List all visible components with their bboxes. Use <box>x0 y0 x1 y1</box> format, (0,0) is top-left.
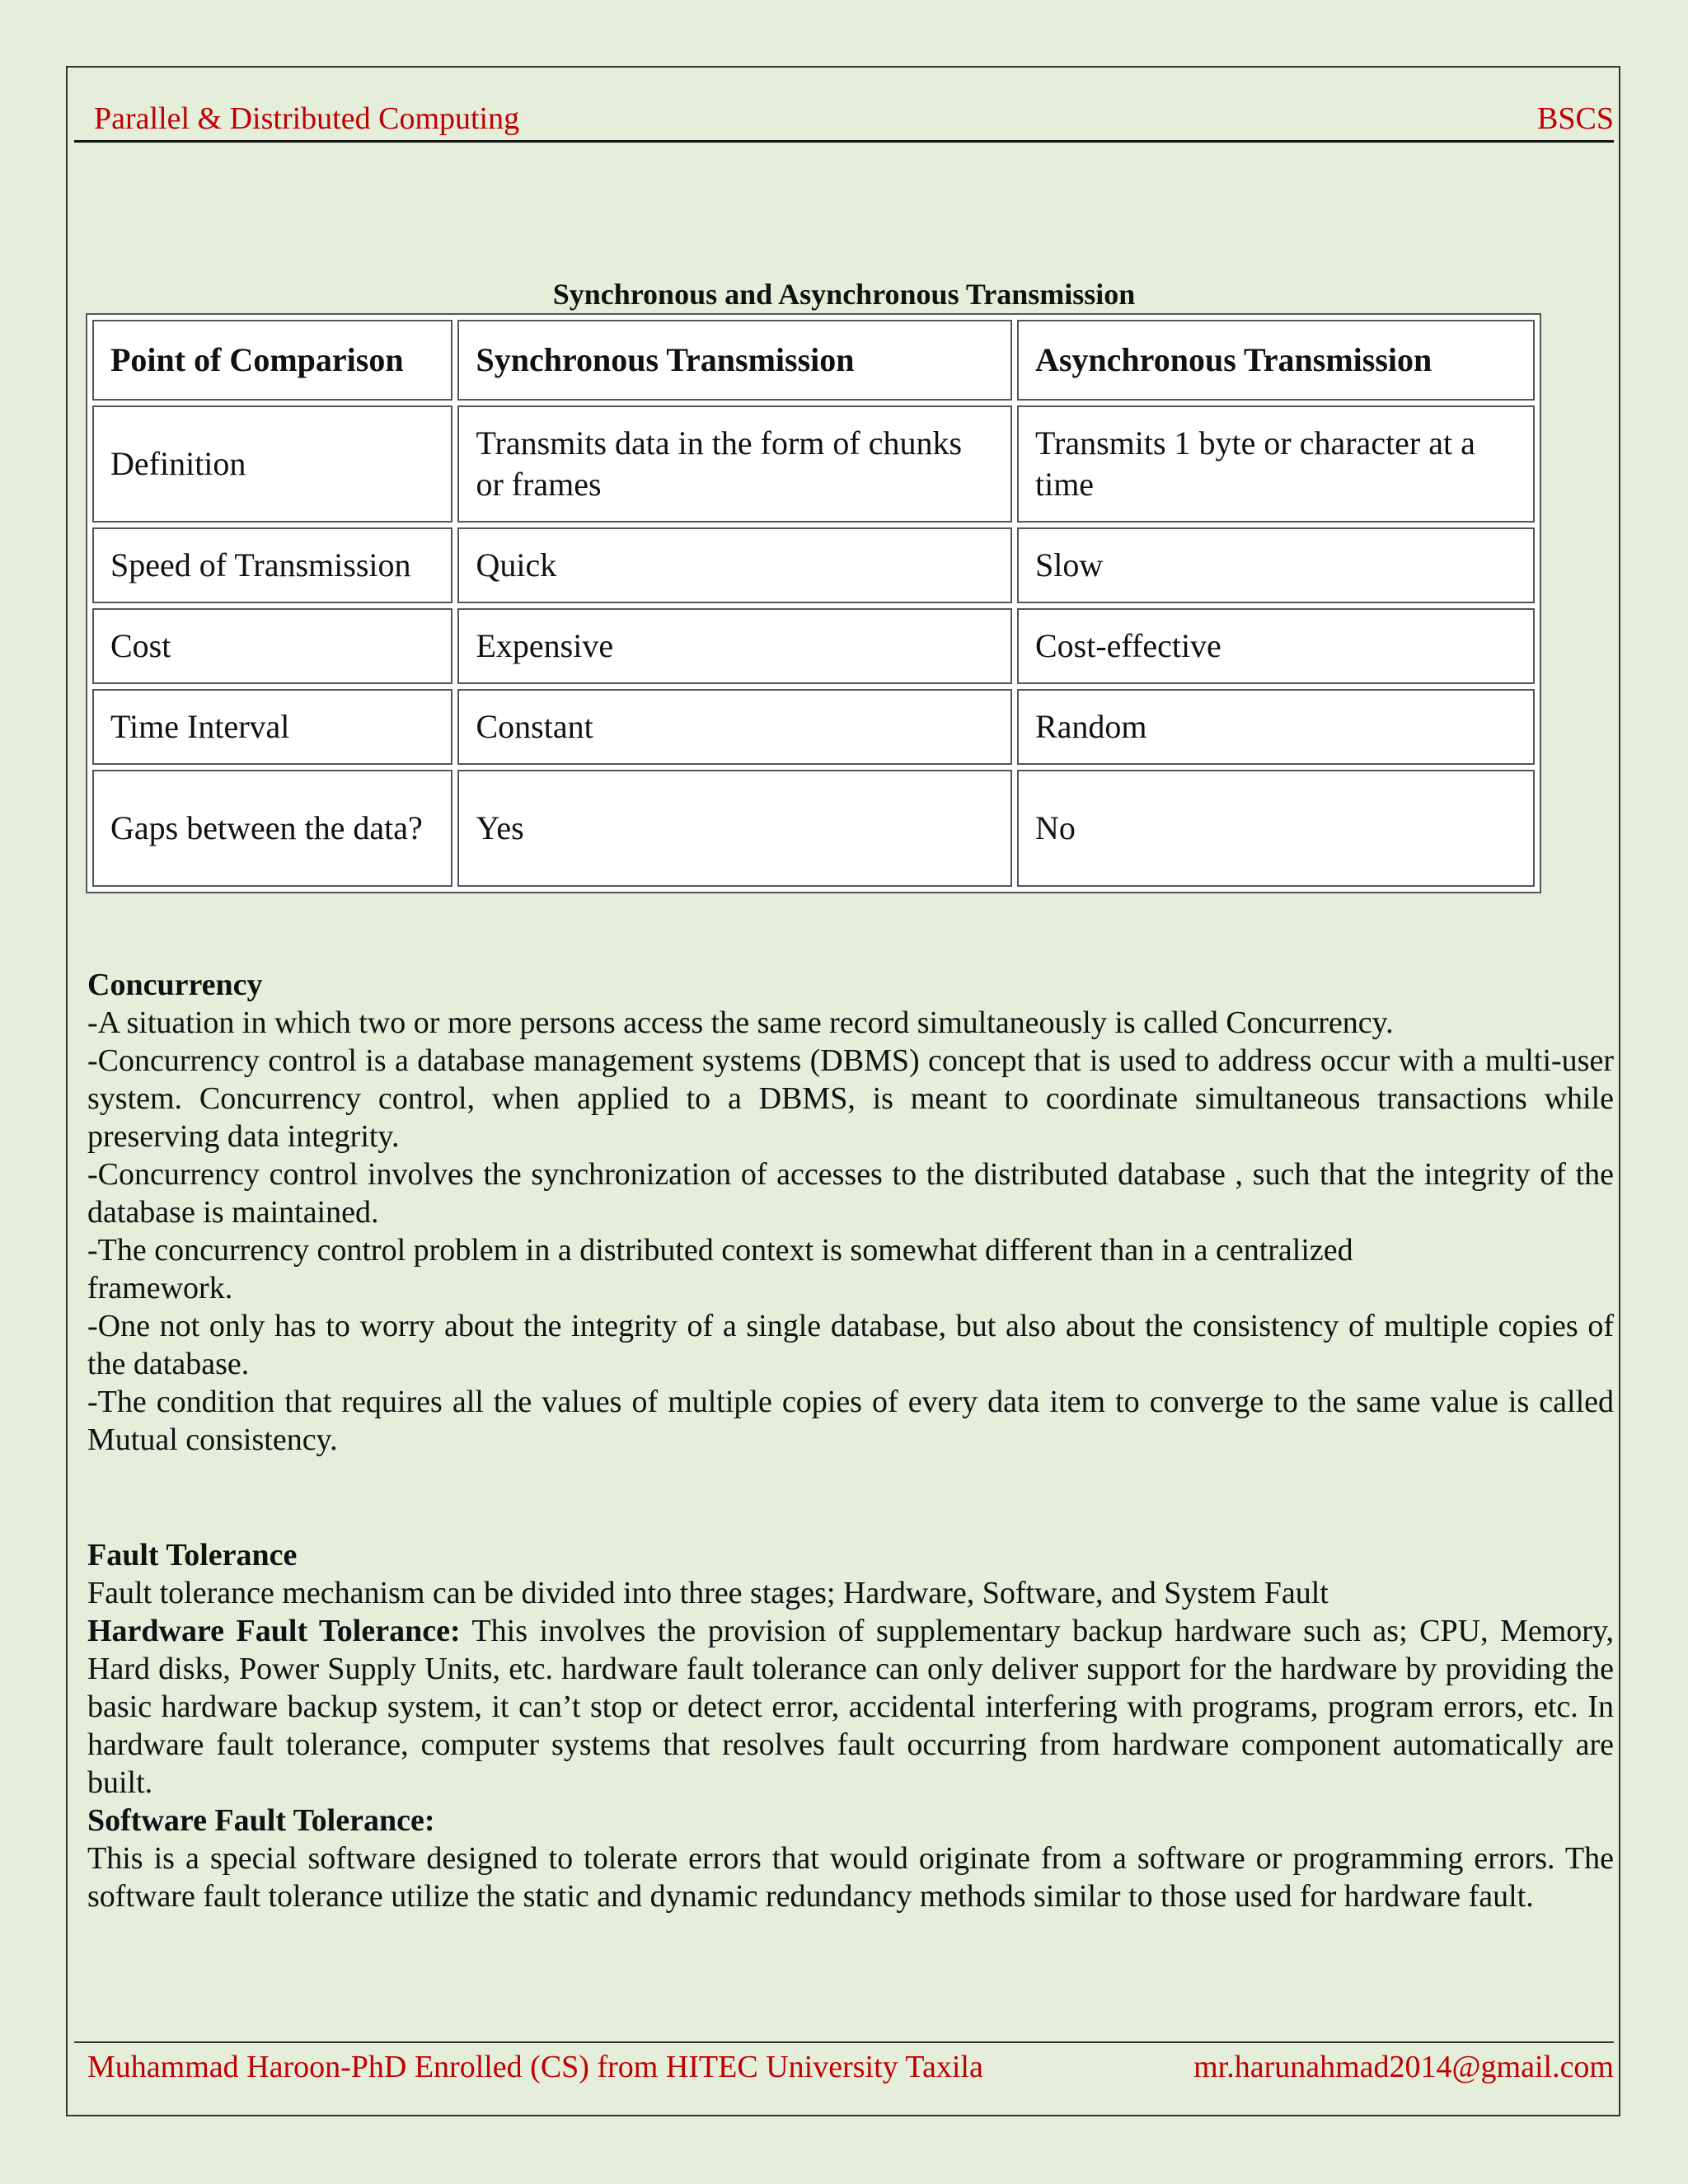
table-cell: Quick <box>457 527 1012 603</box>
table-header-row <box>92 320 1535 401</box>
concurrency-heading: Concurrency <box>87 968 263 1002</box>
concurrency-paragraph: -The condition that requires all the values of multiple copies of every data item to converge to the same value is called Mutual consistency. <box>87 1385 1614 1457</box>
table-cell: Slow <box>1017 527 1535 603</box>
hardware-fault-label: Hardware Fault Tolerance: <box>87 1614 461 1648</box>
table-cell: Definition <box>92 405 452 523</box>
table-cell: Speed of Transmission <box>92 527 452 603</box>
table-row <box>92 689 1535 765</box>
software-fault-paragraph: This is a special software designed to tolerate errors that would originate from a software or programming errors. The software fault tolerance utilize the static and dynamic redundancy methods similar to those used for hardware fault. <box>87 1841 1614 1914</box>
table-title: Synchronous and Asynchronous Transmission <box>552 278 1136 311</box>
page-header <box>74 97 1614 143</box>
concurrency-paragraph: -The concurrency control problem in a distributed context is somewhat different than in a centralized framework. <box>87 1233 1353 1305</box>
fault-tolerance-intro: Fault tolerance mechanism can be divided into three stages; Hardware, Software, and System Fault <box>87 1576 1329 1610</box>
table-row <box>92 405 1535 523</box>
software-fault-heading: Software Fault Tolerance: <box>87 1803 435 1838</box>
table-row <box>92 770 1535 887</box>
table-cell: Yes <box>457 770 1012 887</box>
table-cell: Random <box>1017 689 1535 765</box>
header-course-title: Parallel & Distributed Computing <box>94 101 520 136</box>
concurrency-paragraph: -A situation in which two or more persons access the same record simultaneously is called Concurrency. <box>87 1005 1394 1040</box>
table-row <box>92 608 1535 684</box>
concurrency-paragraph: -One not only has to worry about the integrity of a single database, but also about the consistency of multiple copies of the database. <box>87 1309 1614 1381</box>
fault-tolerance-section <box>87 1536 1614 1915</box>
table-cell: Gaps between the data? <box>92 770 452 887</box>
table-cell: Constant <box>457 689 1012 765</box>
table-cell: Transmits data in the form of chunks or frames <box>457 405 1012 523</box>
table-cell: Cost <box>92 608 452 684</box>
table-header-cell: Point of Comparison <box>92 320 452 401</box>
table-cell: Cost-effective <box>1017 608 1535 684</box>
concurrency-paragraph: -Concurrency control is a database management systems (DBMS) concept that is used to address occur with a multi-user system. Concurrency control, when applied to a DBMS, is meant to coordinate simultaneous transactions while preserving data integrity. <box>87 1043 1614 1154</box>
concurrency-paragraph: -Concurrency control involves the synchronization of accesses to the distributed database , such that the integrity of the database is maintained. <box>87 1157 1614 1230</box>
comparison-table <box>86 313 1541 893</box>
table-cell: Expensive <box>457 608 1012 684</box>
footer-author: Muhammad Haroon-PhD Enrolled (CS) from HITEC University Taxila <box>87 2050 983 2084</box>
table-cell: No <box>1017 770 1535 887</box>
table-header-cell: Asynchronous Transmission <box>1017 320 1535 401</box>
table-cell: Time Interval <box>92 689 452 765</box>
footer-email: mr.harunahmad2014@gmail.com <box>1193 2050 1614 2084</box>
footer-divider <box>74 2041 1614 2043</box>
hardware-fault-text: This involves the provision of supplementary backup hardware such as; CPU, Memory, Hard disks, Power Supply Units, etc. hardware fault tolerance can only deliver support for the hardware by providing the basic hardware backup system, it can’t stop or detect error, accidental interfering with programs, program errors, etc. In hardware fault tolerance, computer systems that resolves fault occurring from hardware component automatically are built. <box>87 1614 1614 1800</box>
header-program: BSCS <box>1537 101 1614 136</box>
table-row <box>92 527 1535 603</box>
table-cell: Transmits 1 byte or character at a time <box>1017 405 1535 523</box>
hardware-fault-paragraph <box>87 1612 1614 1802</box>
table-header-cell: Synchronous Transmission <box>457 320 1012 401</box>
fault-tolerance-heading: Fault Tolerance <box>87 1538 298 1572</box>
concurrency-section <box>87 966 1614 1459</box>
